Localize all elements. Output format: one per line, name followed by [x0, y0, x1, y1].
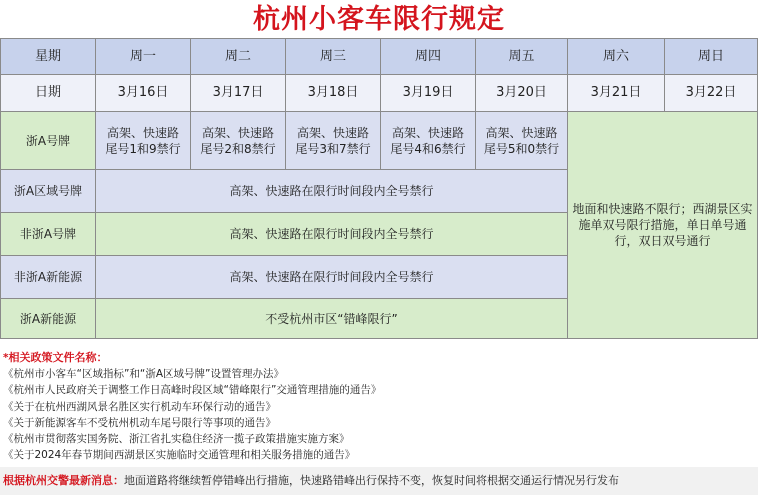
- policy-heading: *相关政策文件名称：: [3, 351, 108, 364]
- policy-item: 《关于新能源客车不受杭州机动车尾号限行等事项的通告》: [3, 416, 276, 429]
- restriction-cell: 不受杭州市区“错峰限行”: [96, 299, 568, 339]
- plate-type-label: 非浙A号牌: [1, 213, 96, 256]
- weekend-note-cell: 地面和快速路不限行；西湖景区实 施单双号限行措施，单日单号通 行，双日双号通行: [568, 112, 758, 339]
- policy-item: 《杭州市人民政府关于调整工作日高峰时段区域“错峰限行”交通管理措施的通告》: [3, 384, 382, 397]
- restriction-cell: 高架、快速路在限行时间段内全号禁行: [96, 256, 568, 299]
- weekday-row: [1, 39, 758, 75]
- weekday-header: 星期: [1, 39, 96, 75]
- policy-item: 《关于2024年春节期间西湖景区实施临时交通管理和相关服务措施的通告》: [3, 449, 356, 462]
- plate-type-label: 浙A号牌: [1, 112, 96, 170]
- policy-item: 《杭州市贯彻落实国务院、浙江省扎实稳住经济一揽子政策措施实施方案》: [3, 433, 350, 446]
- latest-news-bar: [0, 467, 758, 495]
- latest-news-text: 地面道路将继续暂停错峰出行措施，快速路错峰出行保持不变，恢复时间将根据交通运行情况另行发布: [124, 474, 619, 487]
- latest-news-label: 根据杭州交警最新消息：: [3, 474, 124, 487]
- policy-notes: [3, 350, 755, 463]
- restriction-table: [0, 38, 758, 339]
- date-cell: 3月21日: [568, 75, 665, 112]
- policy-item: 《杭州市小客车“区域指标”和“浙A区域号牌”设置管理办法》: [3, 368, 284, 381]
- date-cell: 3月20日: [476, 75, 568, 112]
- date-cell: 3月19日: [381, 75, 476, 112]
- restriction-cell: 高架、快速路在限行时间段内全号禁行: [96, 170, 568, 213]
- date-cell: 3月16日: [96, 75, 191, 112]
- date-cell: 3月17日: [191, 75, 286, 112]
- date-row: [1, 75, 758, 112]
- weekday-cell: 周二: [191, 39, 286, 75]
- weekday-cell: 周五: [476, 39, 568, 75]
- date-cell: 3月18日: [286, 75, 381, 112]
- plate-type-label: 浙A区域号牌: [1, 170, 96, 213]
- weekday-cell: 周六: [568, 39, 665, 75]
- weekday-cell: 周一: [96, 39, 191, 75]
- restriction-cell: 高架、快速路 尾号2和8禁行: [191, 112, 286, 170]
- policy-item: 《关于在杭州西湖风景名胜区实行机动车环保行动的通告》: [3, 400, 276, 413]
- plate-type-label: 浙A新能源: [1, 299, 96, 339]
- asterisk: *: [3, 352, 9, 364]
- plate-type-label: 非浙A新能源: [1, 256, 96, 299]
- restriction-cell: 高架、快速路 尾号3和7禁行: [286, 112, 381, 170]
- restriction-cell: 高架、快速路 尾号4和6禁行: [381, 112, 476, 170]
- weekday-cell: 周日: [665, 39, 758, 75]
- weekday-cell: 周三: [286, 39, 381, 75]
- weekday-cell: 周四: [381, 39, 476, 75]
- restriction-cell: 高架、快速路 尾号1和9禁行: [96, 112, 191, 170]
- page-title: 杭州小客车限行规定: [253, 4, 505, 35]
- date-header: 日期: [1, 75, 96, 112]
- row-zhe-a: [1, 112, 758, 170]
- restriction-cell: 高架、快速路 尾号5和0禁行: [476, 112, 568, 170]
- date-cell: 3月22日: [665, 75, 758, 112]
- restriction-cell: 高架、快速路在限行时间段内全号禁行: [96, 213, 568, 256]
